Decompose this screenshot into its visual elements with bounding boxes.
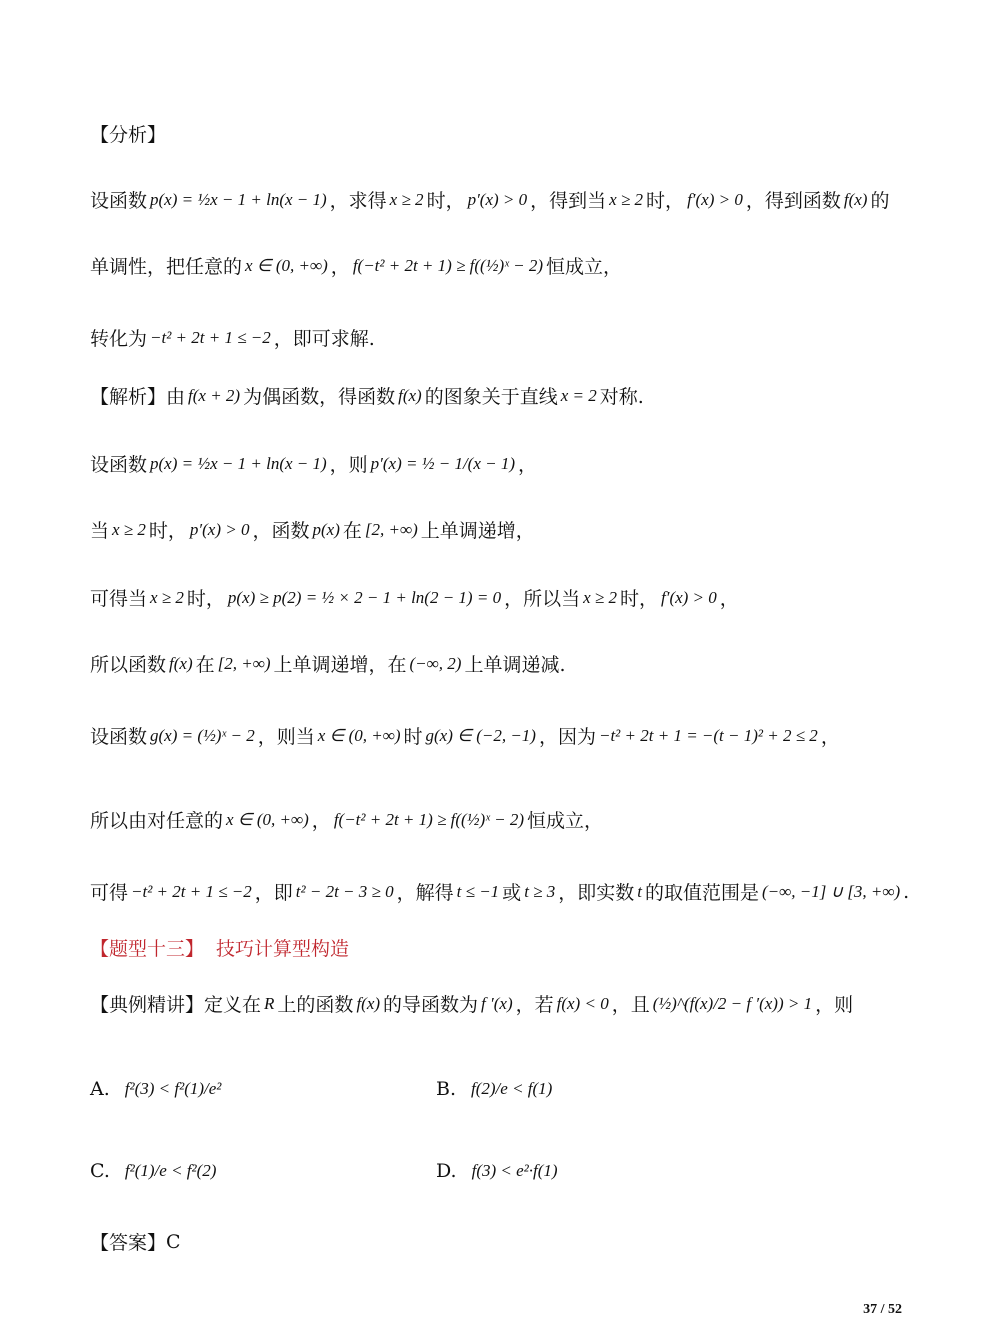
text: 恒成立， [527, 810, 604, 832]
option-a[interactable] [90, 1078, 224, 1100]
formula: x ≥ 2 [150, 587, 184, 607]
formula: f(−t² + 2t + 1) ≥ f((½)ˣ − 2) [333, 809, 525, 829]
answer-line [90, 1228, 932, 1255]
formula: p(x) ≥ p(2) = ½ × 2 − 1 + ln(2 − 1) = 0 [227, 587, 502, 607]
formula: x = 2 [560, 385, 597, 405]
text: 所以函数 [90, 654, 167, 676]
option-c[interactable] [90, 1160, 219, 1182]
analysis-line-1 [90, 186, 932, 213]
formula: −t² + 2t + 1 = −(t − 1)² + 2 ≤ 2 [598, 725, 818, 745]
answer-label: 【答案】 [90, 1232, 167, 1254]
formula: [2, +∞) [364, 519, 418, 539]
formula: p′(x) > 0 [467, 189, 528, 209]
formula: p(x) [312, 519, 340, 539]
formula: x ≥ 2 [583, 587, 617, 607]
solution-line-1 [90, 450, 932, 477]
text: ，则当 [257, 726, 315, 748]
option-formula: f(2)/e < f(1) [471, 1079, 553, 1098]
formula: g(x) ∈ (−2, −1) [425, 725, 536, 745]
text: 设函数 [90, 454, 148, 476]
formula: p′(x) > 0 [189, 519, 250, 539]
text: 由 [166, 386, 186, 408]
text: 的取值范围是 [645, 882, 760, 904]
text: ，解得 [396, 882, 454, 904]
formula: p(x) = ½x − 1 + ln(x − 1) [150, 189, 327, 209]
formula: t ≥ 3 [524, 881, 556, 901]
option-b[interactable] [436, 1078, 555, 1100]
option-formula: f²(3) < f²(1)/e² [124, 1079, 222, 1098]
formula: −t² + 2t + 1 ≤ −2 [150, 327, 271, 347]
text: 当 [90, 520, 110, 542]
text: 单调性，把任意的 [90, 256, 243, 278]
section-heading [90, 934, 932, 961]
text: 在 [195, 654, 215, 676]
text: ， [719, 588, 739, 610]
text: 为偶函数，得函数 [243, 386, 396, 408]
analysis-heading [90, 120, 932, 147]
formula: p′(x) = ½ − 1/(x − 1) [370, 453, 516, 473]
text: ，即 [254, 882, 293, 904]
formula: −t² + 2t + 1 ≤ −2 [131, 881, 252, 901]
text: 设函数 [90, 190, 148, 212]
text: 时 [403, 726, 423, 748]
text: ，即实数 [558, 882, 635, 904]
text: ， [311, 810, 331, 832]
text: 可得 [90, 882, 129, 904]
text: 的图象关于直线 [424, 386, 558, 408]
formula: x ∈ (0, +∞) [245, 255, 328, 275]
text: ， [518, 454, 538, 476]
formula: x ≥ 2 [112, 519, 146, 539]
option-label: D. [436, 1160, 457, 1182]
formula: g(x) = (½)ˣ − 2 [150, 725, 255, 745]
solution-line-0 [90, 382, 932, 409]
text: 在 [342, 520, 362, 542]
text: ，得到函数 [745, 190, 841, 212]
formula: f(x) [398, 385, 422, 405]
option-label: B. [436, 1078, 457, 1100]
text: 上单调递减. [464, 654, 566, 676]
text: ，求得 [329, 190, 387, 212]
text: 转化为 [90, 328, 148, 350]
option-formula: f²(1)/e < f²(2) [124, 1161, 217, 1180]
text: 时， [148, 520, 187, 542]
solution-line-4 [90, 650, 932, 677]
text: ，因为 [538, 726, 596, 748]
formula: t² − 2t − 3 ≥ 0 [295, 881, 394, 901]
text: 的 [870, 190, 890, 212]
text: 上单调递增， [420, 520, 535, 542]
formula: (−∞, 2) [409, 653, 462, 673]
text: 定义在 [204, 994, 262, 1016]
text: ， [820, 726, 840, 748]
text: 时， [426, 190, 465, 212]
option-formula: f(3) < e²·f(1) [471, 1161, 558, 1180]
text: 上单调递增，在 [273, 654, 407, 676]
formula: x ≥ 2 [609, 189, 644, 209]
text: 所以由对任意的 [90, 810, 224, 832]
text: ，若 [515, 994, 554, 1016]
text: 时， [186, 588, 225, 610]
text: 上的函数 [277, 994, 354, 1016]
solution-line-3 [90, 584, 932, 611]
text: ，则 [329, 454, 368, 476]
formula: x ∈ (0, +∞) [226, 809, 309, 829]
solution-line-7 [90, 878, 932, 905]
text: 或 [502, 882, 522, 904]
text: 可得当 [90, 588, 148, 610]
formula: x ≥ 2 [389, 189, 424, 209]
option-d[interactable] [436, 1160, 561, 1182]
text: ，函数 [252, 520, 310, 542]
text: 时， [646, 190, 685, 212]
analysis-line-2 [90, 252, 932, 279]
text: ，则 [815, 994, 854, 1016]
solution-line-6 [90, 806, 932, 833]
formula: f(x) [169, 653, 193, 673]
formula: f ′(x) [481, 993, 513, 1013]
solution-line-5 [90, 722, 932, 749]
section-label: 【题型十三】 [90, 938, 205, 960]
analysis-label: 【分析】 [90, 124, 167, 146]
text: 设函数 [90, 726, 148, 748]
solution-label: 【解析】 [90, 386, 167, 408]
formula: f(−t² + 2t + 1) ≥ f((½)ˣ − 2) [352, 255, 544, 275]
text: 恒成立， [546, 256, 623, 278]
text: 时， [619, 588, 658, 610]
analysis-line-3 [90, 324, 932, 351]
formula: f′(x) > 0 [661, 587, 717, 607]
option-label: A. [90, 1078, 110, 1100]
formula: x ∈ (0, +∞) [317, 725, 401, 745]
formula: p(x) = ½x − 1 + ln(x − 1) [150, 453, 327, 473]
text: . [903, 880, 910, 903]
text: ，所以当 [504, 588, 581, 610]
page-number: 37 / 52 [863, 1302, 902, 1317]
formula: (−∞, −1] ∪ [3, +∞) [762, 881, 901, 901]
formula: t [637, 881, 642, 901]
example-line [90, 990, 932, 1017]
answer-value: C [166, 1230, 181, 1253]
formula: R [264, 993, 275, 1013]
formula: (½)^(f(x)/2 − f ′(x)) > 1 [652, 993, 813, 1013]
solution-line-2 [90, 516, 932, 543]
section-title: 技巧计算型构造 [216, 938, 350, 960]
formula: f′(x) > 0 [687, 189, 743, 209]
text: 对称. [599, 386, 644, 408]
formula: f(x) < 0 [556, 993, 609, 1013]
text: ，且 [611, 994, 650, 1016]
formula: f(x) [356, 993, 381, 1013]
text: ，即可求解. [273, 328, 375, 350]
option-label: C. [90, 1160, 110, 1182]
text: ，得到当 [530, 190, 607, 212]
formula: t ≤ −1 [456, 881, 500, 901]
text: ， [330, 256, 350, 278]
example-label: 【典例精讲】 [90, 994, 205, 1016]
formula: [2, +∞) [217, 653, 271, 673]
formula: f(x + 2) [188, 385, 241, 405]
text: 的导函数为 [383, 994, 479, 1016]
formula: f(x) [843, 189, 868, 209]
